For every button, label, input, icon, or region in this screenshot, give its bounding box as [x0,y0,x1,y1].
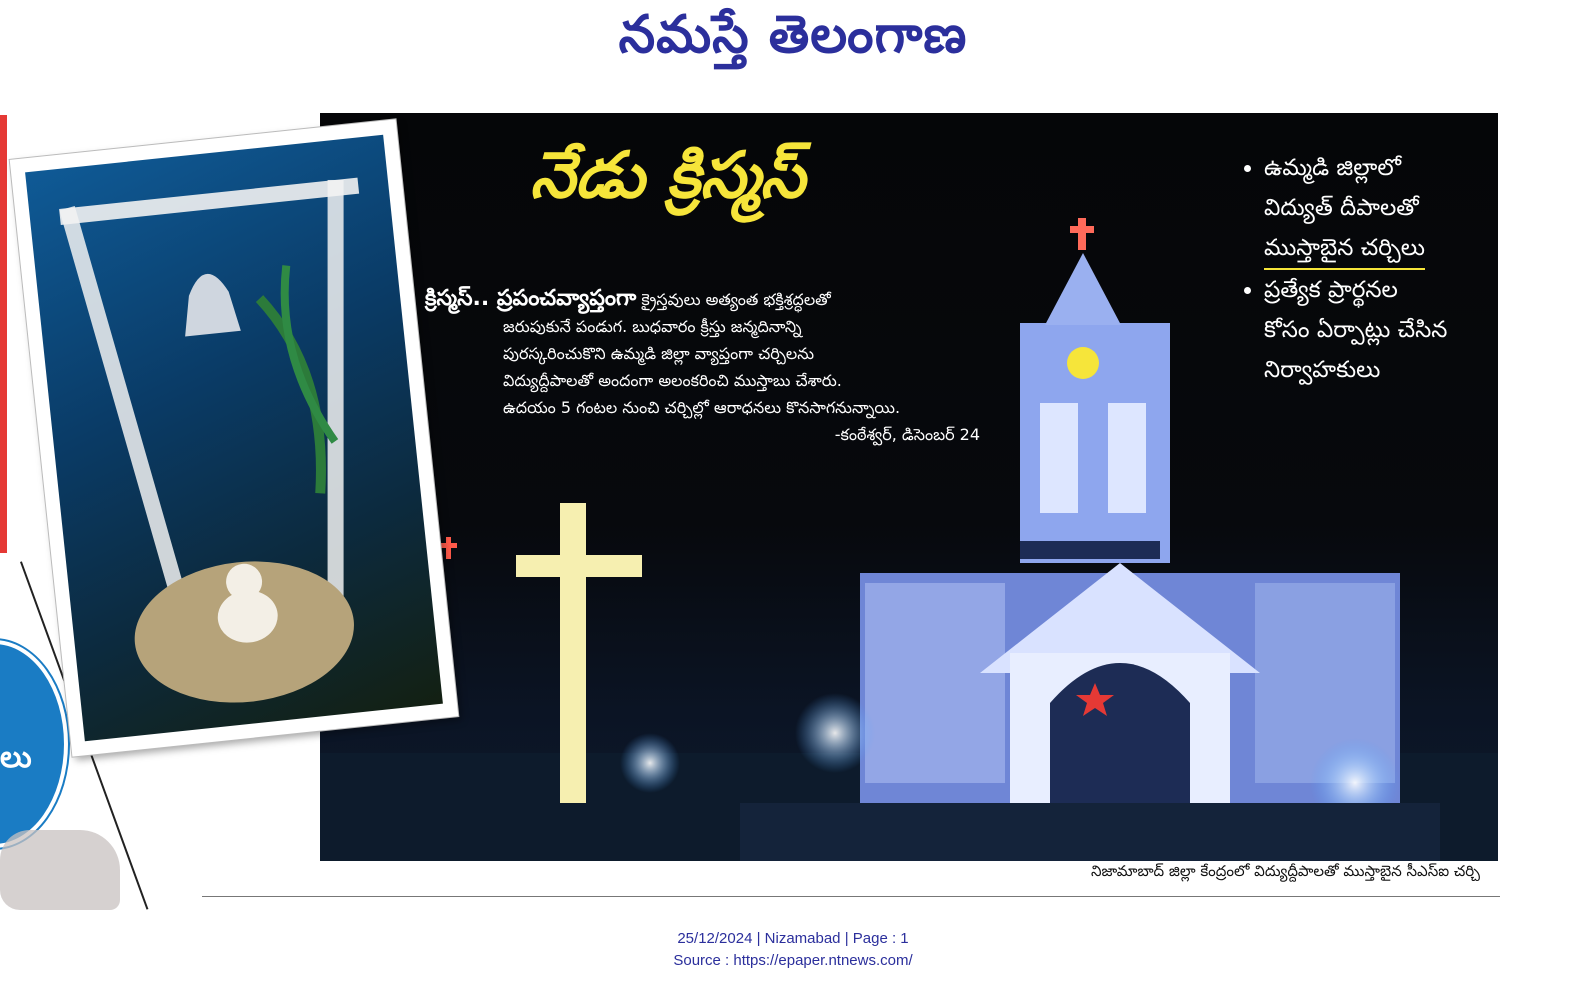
nativity-image [25,135,443,741]
story-body-line-5: ఉదయం 5 గంటల నుంచి చర్చిల్లో ఆరాధనలు కొనసాగనున్నాయి. [503,398,901,417]
photo-caption: నిజామాబాద్ జిల్లా కేంద్రంలో విద్యుద్దీపాలతో ముస్తాబైన సీఎస్ఐ చర్చి [1091,862,1480,880]
cross-vertical [560,503,586,803]
highlight-item [1264,148,1488,270]
highlight-2-line-2: కోసం ఏర్పాట్లు చేసిన [1264,317,1448,343]
newspaper-title: నమస్తే తెలంగాణ [618,4,968,65]
story-intro [425,285,980,448]
story-body-line-3: పురస్కరించుకొని ఉమ్మడి జిల్లా వ్యాప్తంగా చర్చిలను [503,344,815,363]
masthead [0,0,1586,90]
highlight-2-line-3: నిర్వాహకులు [1264,357,1381,383]
footer-edition-info: 25/12/2024 | Nizamabad | Page : 1 [677,930,909,947]
story-headline: నేడు క్రిస్మస్ [530,138,806,213]
highlight-1-line-1: ఉమ్మడి జిల్లాలో [1264,155,1401,181]
footer-source: Source : https://epaper.ntnews.com/ [673,952,913,969]
highlight-1-line-3: ముస్తాబైన చర్చిలు [1264,228,1425,270]
left-map-fragment [0,830,120,910]
story-lead: క్రిస్మస్.. ప్రపంచవ్యాప్తంగా [425,286,637,311]
highlight-1-line-2: విద్యుత్ దీపాలతో [1264,195,1419,221]
story-body-line-1: క్రైస్తవులు అత్యంత భక్తిశ్రద్ధలతో [641,290,831,309]
cross-horizontal [516,555,642,577]
red-column-bar [0,115,7,553]
nativity-inset-photo [10,119,459,756]
left-fragment-text: లు [0,740,32,775]
highlight-item [1264,270,1488,390]
story-body-line-4: విద్యుద్దీపాలతో అందంగా అలంకరించి ముస్తాబు చేశారు. [503,371,842,390]
highlight-2-line-1: ప్రత్యేక ప్రార్థనల [1264,277,1398,303]
page-footer [0,928,1586,972]
story-highlights [1238,148,1488,390]
story-dateline: -కంఠేశ్వర్, డిసెంబర్ 24 [834,425,980,444]
story-body-line-2: జరుపుకునే పండుగ. బుధవారం క్రీస్తు జన్మదినాన్ని [503,317,802,336]
nativity-illustration [25,135,443,741]
bottom-rule [202,896,1500,897]
